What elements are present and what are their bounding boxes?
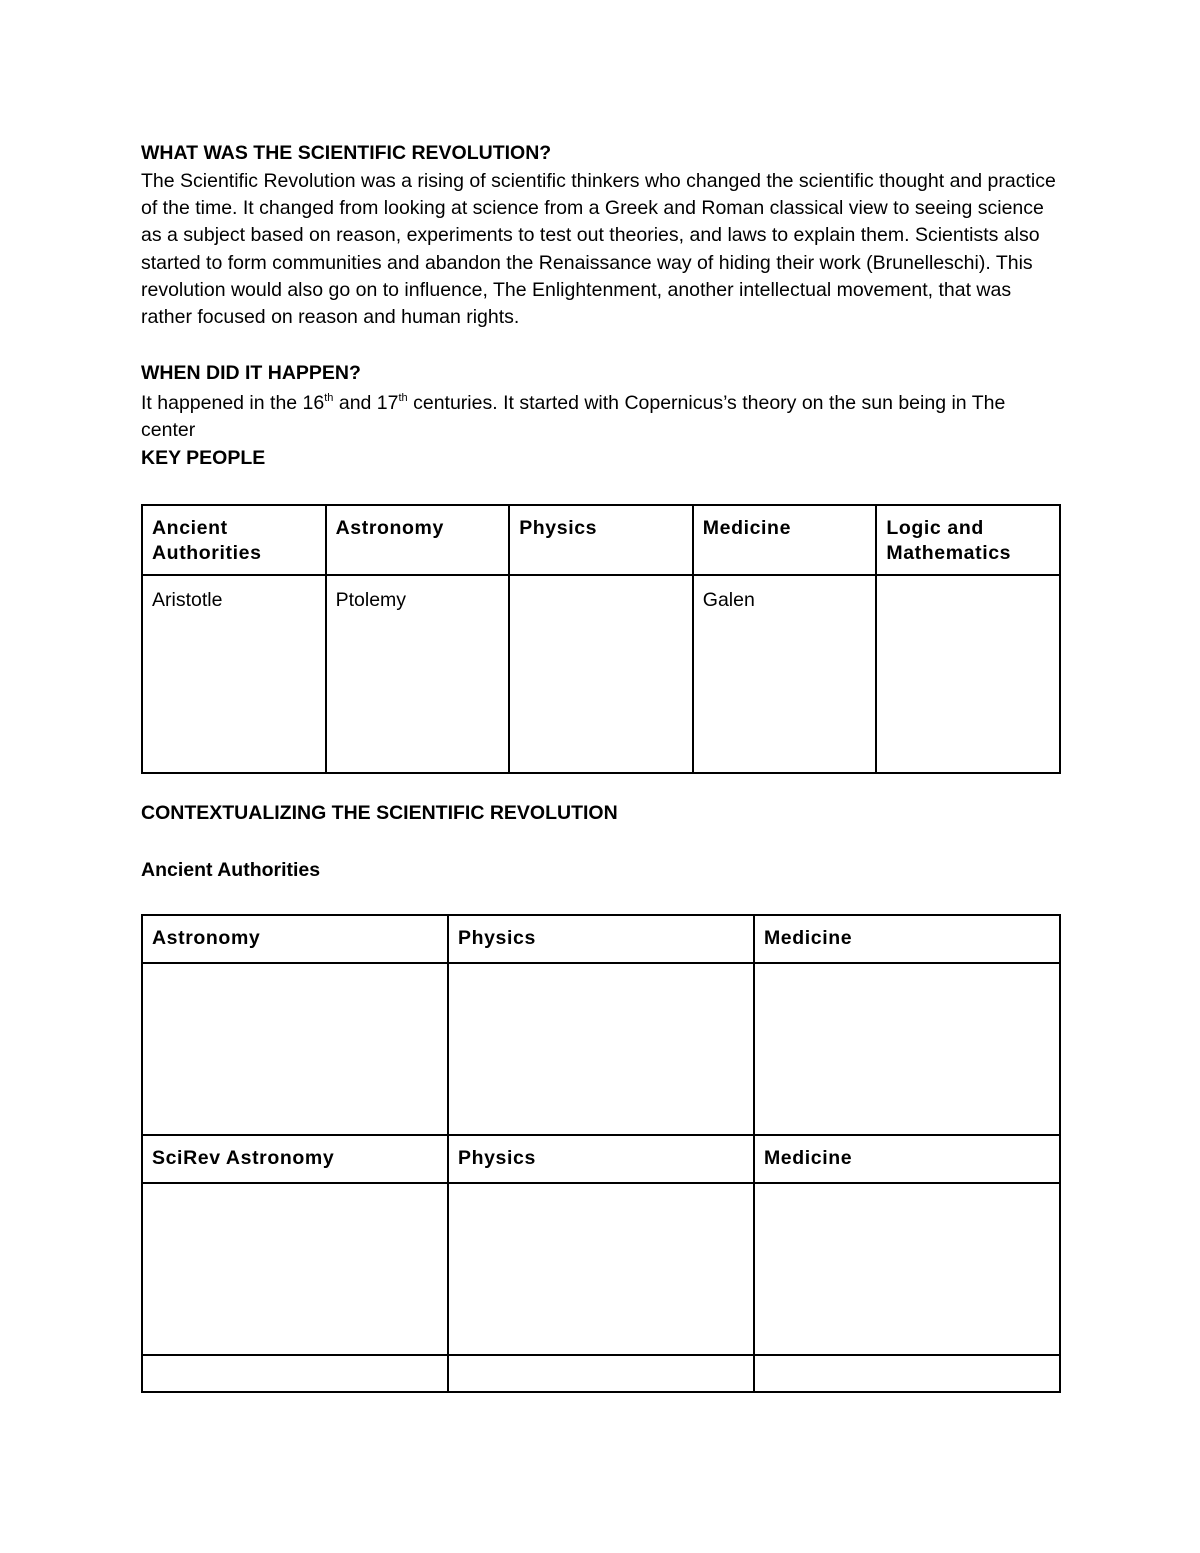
table-header-row — [142, 505, 1060, 575]
when-text-part3: centuries. It started with Copernicus’s theory on the sun being in The center — [141, 392, 1006, 442]
header-cell-ancient-authorities: Ancient Authorities — [142, 505, 326, 575]
superscript-2: th — [398, 391, 408, 404]
section-body-what: The Scientific Revolution was a rising of scientific thinkers who changed the scientific thought and practice of the time. It changed from looking at science from a Greek and Roman classical view to seeing science as a subject based on reason, experiments to test out theories, and laws to explain them. Scientists also started to form communities and abandon the Renaissance way of hiding their work (Brunelleschi). This revolution would also go on to influence, The Enlightenment, another intellectual movement, that was rather focused on reason and human rights. — [141, 170, 1056, 329]
cell-aristotle[interactable]: Aristotle — [142, 575, 326, 773]
header-cell-astronomy: Astronomy — [326, 505, 510, 575]
when-text-part1: It happened in the 16 — [141, 392, 325, 415]
empty-cell[interactable] — [142, 1355, 448, 1392]
empty-cell[interactable] — [142, 1183, 448, 1355]
table-header-row-ancient — [142, 915, 1060, 963]
header-cell-medicine: Medicine — [754, 1135, 1060, 1183]
table-row — [142, 575, 1060, 773]
section-heading-what: WHAT WAS THE SCIENTIFIC REVOLUTION? — [141, 142, 552, 164]
cell-galen[interactable]: Galen — [693, 575, 877, 773]
cell-ptolemy[interactable]: Ptolemy — [326, 575, 510, 773]
subheading-ancient-authorities: Ancient Authorities — [141, 859, 321, 881]
header-cell-physics: Physics — [509, 505, 693, 575]
cell-logic-empty[interactable] — [876, 575, 1060, 773]
header-cell-medicine: Medicine — [693, 505, 877, 575]
context-table — [141, 914, 1061, 1393]
table-row — [142, 1183, 1060, 1355]
header-cell-medicine: Medicine — [754, 915, 1060, 963]
empty-cell[interactable] — [448, 1355, 754, 1392]
section-body-when — [141, 390, 1061, 444]
table-row — [142, 963, 1060, 1135]
context-block — [141, 800, 1061, 884]
header-cell-scirev-astronomy: SciRev Astronomy — [142, 1135, 448, 1183]
empty-cell[interactable] — [448, 963, 754, 1135]
when-text-part2: and 17 — [333, 392, 399, 415]
empty-cell[interactable] — [448, 1183, 754, 1355]
table-header-row-scirev — [142, 1135, 1060, 1183]
header-cell-physics: Physics — [448, 1135, 754, 1183]
empty-cell[interactable] — [754, 1183, 1060, 1355]
empty-cell[interactable] — [754, 1355, 1060, 1392]
header-cell-physics: Physics — [448, 915, 754, 963]
key-people-table — [141, 504, 1061, 774]
empty-cell[interactable] — [754, 963, 1060, 1135]
cell-physics-empty[interactable] — [509, 575, 693, 773]
section-heading-when: WHEN DID IT HAPPEN? — [141, 362, 361, 385]
superscript-1: th — [324, 391, 334, 404]
table-row — [142, 1355, 1060, 1392]
section-heading-contextualizing: CONTEXTUALIZING THE SCIENTIFIC REVOLUTION — [141, 802, 618, 824]
intro-block — [141, 140, 1061, 472]
section-heading-key-people: KEY PEOPLE — [141, 446, 266, 469]
header-cell-astronomy: Astronomy — [142, 915, 448, 963]
empty-cell[interactable] — [142, 963, 448, 1135]
header-cell-logic-mathematics: Logic and Mathematics — [876, 505, 1060, 575]
